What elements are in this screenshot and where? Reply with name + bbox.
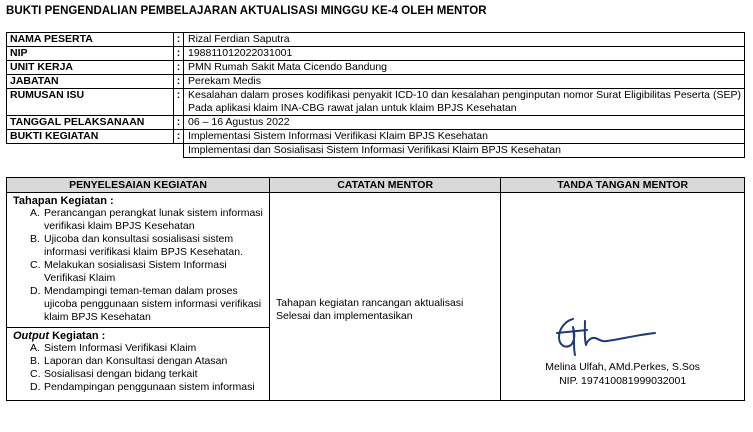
tahapan-section <box>7 193 269 328</box>
separator: : <box>174 47 184 61</box>
info-row-nip <box>7 47 745 61</box>
info-row-isu <box>7 89 745 116</box>
list-item <box>7 259 265 285</box>
list-item <box>7 355 265 368</box>
nip-label: NIP <box>7 47 174 61</box>
mentor-identity <box>501 360 744 388</box>
list-marker: A. <box>30 207 40 219</box>
document-title: BUKTI PENGENDALIAN PEMBELAJARAN AKTUALISASI MINGGU KE-4 OLEH MENTOR <box>6 5 487 17</box>
tahapan-title: Tahapan Kegiatan : <box>13 195 114 207</box>
unit-label: UNIT KERJA <box>7 61 174 75</box>
catatan-cell <box>270 193 501 401</box>
list-item-text: Mendampingi teman-teman dalam proses ujicoba penggunaan sistem informasi verifikasi klaim BPJS Kesehatan <box>44 285 262 323</box>
header-row <box>7 178 745 193</box>
info-row-jabatan <box>7 75 745 89</box>
separator: : <box>174 75 184 89</box>
list-item <box>7 368 265 381</box>
info-row-nama <box>7 33 745 47</box>
list-marker: B. <box>30 355 40 367</box>
list-item-text: Sistem Informasi Verifikasi Klaim <box>44 342 197 354</box>
info-row-tanggal <box>7 116 745 130</box>
output-title-italic: Output <box>13 330 50 342</box>
mentor-signature <box>551 315 661 361</box>
mentor-nip: NIP. 197410081999032001 <box>559 375 687 387</box>
nama-label: NAMA PESERTA <box>7 33 174 47</box>
penyelesaian-cell <box>7 193 270 401</box>
info-row-bukti-2 <box>7 144 745 158</box>
list-item-text: Ujicoba dan konsultasi sosialisasi sistem informasi verifikasi klaim BPJS Kesehatan. <box>44 233 243 258</box>
list-marker: C. <box>30 259 41 271</box>
info-row-bukti <box>7 130 745 144</box>
bukti-value-2: Implementasi dan Sosialisasi Sistem Informasi Verifikasi Klaim BPJS Kesehatan <box>184 144 745 158</box>
nip-value: 198811012022031001 <box>184 47 745 61</box>
tanda-tangan-cell <box>501 193 745 401</box>
separator: : <box>174 33 184 47</box>
list-item <box>7 207 265 233</box>
separator: : <box>174 61 184 75</box>
output-title-rest: Kegiatan : <box>49 330 106 342</box>
bukti-value-1: Implementasi Sistem Informasi Verifikasi Klaim BPJS Kesehatan <box>184 130 745 144</box>
header-tanda-tangan: TANDA TANGAN MENTOR <box>501 178 745 193</box>
bukti-label: BUKTI KEGIATAN <box>7 130 174 144</box>
list-marker: B. <box>30 233 40 245</box>
separator: : <box>174 89 184 116</box>
content-row <box>7 193 745 401</box>
list-item <box>7 233 265 259</box>
list-item <box>7 285 265 324</box>
list-item-text: Pendampingan penggunaan sistem informasi <box>44 381 255 393</box>
tanggal-value: 06 – 16 Agustus 2022 <box>184 116 745 130</box>
catatan-line-1: Tahapan kegiatan rancangan aktualisasi <box>276 297 464 309</box>
output-list <box>7 342 269 394</box>
jabatan-label: JABATAN <box>7 75 174 89</box>
jabatan-value: Perekam Medis <box>184 75 745 89</box>
unit-value: PMN Rumah Sakit Mata Cicendo Bandung <box>184 61 745 75</box>
list-marker: D. <box>30 285 41 297</box>
participant-info-table <box>6 32 745 158</box>
list-item <box>7 381 265 394</box>
list-marker: D. <box>30 381 41 393</box>
catatan-line-2: Selesai dan implementasikan <box>276 310 413 322</box>
info-row-unit <box>7 61 745 75</box>
separator: : <box>174 130 184 144</box>
mentor-control-table <box>6 177 745 401</box>
list-item-text: Laporan dan Konsultasi dengan Atasan <box>44 355 228 367</box>
list-item-text: Perancangan perangkat lunak sistem informasi verifikasi klaim BPJS Kesehatan <box>44 207 263 232</box>
header-penyelesaian: PENYELESAIAN KEGIATAN <box>7 178 270 193</box>
tahapan-list <box>7 207 269 324</box>
list-item-text: Melakukan sosialisasi Sistem Informasi Verifikasi Klaim <box>44 259 227 284</box>
isu-label: RUMUSAN ISU <box>7 89 174 116</box>
output-title <box>7 328 269 342</box>
header-catatan: CATATAN MENTOR <box>270 178 501 193</box>
tanggal-label: TANGGAL PELAKSANAAN <box>7 116 174 130</box>
nama-value: Rizal Ferdian Saputra <box>184 33 745 47</box>
list-item <box>7 342 265 355</box>
list-marker: A. <box>30 342 40 354</box>
separator: : <box>174 116 184 130</box>
isu-value: Kesalahan dalam proses kodifikasi penyakit ICD-10 dan kesalahan penginputan nomor Surat Eligibilitas Peserta (SEP) Pada aplikasi klaim INA-CBG rawat jalan untuk klaim BPJS Kesehatan <box>184 89 745 116</box>
mentor-name: Melina Ulfah, AMd.Perkes, S.Sos <box>545 361 700 373</box>
list-marker: C. <box>30 368 41 380</box>
list-item-text: Sosialisasi dengan bidang terkait <box>44 368 198 380</box>
output-section <box>7 328 269 400</box>
